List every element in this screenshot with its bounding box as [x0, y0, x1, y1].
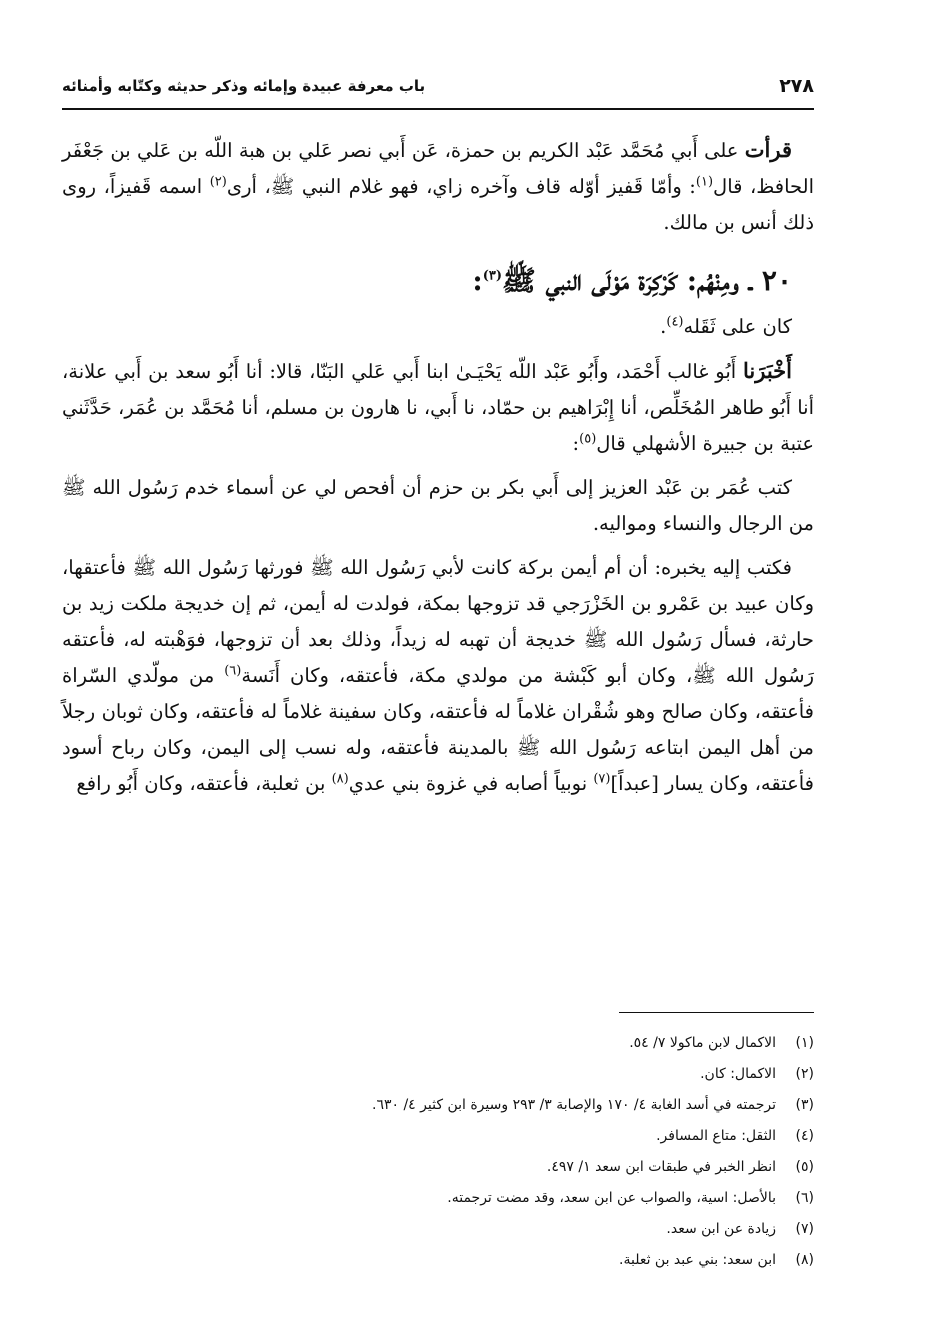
footnote-text: الثقل: متاع المسافر. — [656, 1128, 776, 1144]
footnote-ref: (١) — [695, 174, 714, 190]
paragraph-text: على أَبي مُحَمَّد عَبْد الكريم بن حمزة، عَن أَبي نصر عَلي بن هبة اللّه بن عَلي بن جَعْفَر الحافظ، قال — [62, 139, 815, 198]
section-heading-text: ٢٠ ـ ومِنْهُم: كَرْكِرَة مَوْلَى النبي ﷺ — [502, 264, 792, 297]
section-heading-tail: : — [472, 264, 483, 297]
footnote-number: (٧) — [795, 1221, 814, 1237]
footnote-number: (٣) — [795, 1097, 814, 1113]
footnote-item — [62, 1059, 814, 1090]
main-text — [62, 132, 814, 810]
footnote-ref: (٨) — [331, 771, 349, 787]
footnote-number: (٢) — [795, 1066, 814, 1082]
paragraph-text: من مولّدي السّراة فأعتقه، وكان صالح وهو شُقْران غلاماً له فأعتقه، وكان سفينة غلاماً له فأعتقه، وكان ثوبان رجلاً من أهل اليمن ابتاعه رَسُول الله ﷺ بالمدينة فأعتقه، وله نسب إلى اليمن، وكان رباح أسود فأعتقه، وكان يسار [عبداً] — [62, 664, 814, 795]
footnote-item — [62, 1028, 814, 1059]
footnote-number: (١) — [795, 1035, 814, 1051]
page-number: ٢٧٨ — [779, 75, 814, 97]
footnote-number: (٤) — [795, 1128, 814, 1144]
footnote-item — [62, 1121, 814, 1152]
footnote-item — [62, 1245, 814, 1276]
paragraph-lead-word: أَخْبَرَنا — [743, 358, 792, 383]
running-head: باب معرفة عبيدة وإمائه وذكر حديثه وكتّابه وأمنائه — [62, 77, 426, 95]
paragraph-text: أَبُو غالب أَحْمَد، وأَبُو عَبْد اللّه يَحْيَـىٰ ابنا أَبي عَلي البَنّا، قالا: أنا أَبُو سعد بن أَبي علانة، أنا أَبُو طاهر المُخَلِّص، أنا إِبْرَاهيم بن حمّاد، نا أَبي، نا هارون بن مسلم، أنا مُحَمَّد بن عُمَر، حَدَّثَني عتبة بن جبيرة الأشهلي قال — [62, 360, 814, 455]
footnote-item — [62, 1214, 814, 1245]
footnote-text: الاكمال: كان. — [700, 1066, 776, 1082]
paragraph-lead-word: قرأت — [744, 137, 792, 162]
footnote-separator — [619, 1012, 814, 1013]
header-rule — [62, 108, 814, 110]
footnote-ref: (٧) — [593, 771, 611, 787]
footnote-text: زيادة عن ابن سعد. — [666, 1221, 776, 1237]
footnote-item — [62, 1183, 814, 1214]
paragraph-text: : وأمّا قَفيز أوّله قاف وآخره زاي، فهو غلام النبي ﷺ، أرى — [226, 175, 696, 198]
paragraph-5 — [62, 550, 814, 802]
footnote-ref: (٤) — [666, 314, 684, 330]
paragraph-4: كتب عُمَر بن عَبْد العزيز إلى أَبي بكر بن حزم أن أفحص لي عن أسماء خدم رَسُول الله ﷺ من الرجال والنساء ومواليه. — [62, 476, 814, 535]
footnote-number: (٦) — [795, 1190, 814, 1206]
paragraph-text: فكتب إليه يخبره: أن أم أيمن بركة كانت لأبي رَسُول الله ﷺ فورثها رَسُول الله ﷺ فأعتقها، وكان عبيد بن عَمْرو بن الخَزْرَجي قد تزوجها بمكة، فولدت له أيمن، ثم إن خديجة ملكت زيد بن حارثة، فسأل رَسُول الله ﷺ خديجة أن تهبه له زيداً، وذلك بعد أن تزوجها، فوَهْبته له، فأعتقه رَسُول الله ﷺ، وكان أبو كَبْشة من مولدي مكة، فأعتقه، وكان أَنَسة — [62, 556, 814, 687]
footnote-text: ابن سعد: بني عبد بن ثعلبة. — [619, 1252, 776, 1268]
footnotes-list — [62, 1028, 814, 1276]
paragraph-3 — [62, 353, 814, 462]
paragraph-text: : — [572, 432, 580, 455]
paragraph-text: . — [660, 315, 667, 338]
footnote-item — [62, 1152, 814, 1183]
footnote-text: انظر الخبر في طبقات ابن سعد ١/ ٤٩٧. — [546, 1159, 776, 1175]
footnote-ref: (٦) — [224, 663, 242, 679]
paragraph-1 — [62, 132, 814, 241]
footnote-text: بالأصل: اسية، والصواب عن ابن سعد، وقد مضت ترجمته. — [447, 1190, 776, 1206]
footnote-ref: (٥) — [579, 431, 597, 447]
page-header — [62, 66, 814, 106]
footnote-text: الاكمال لابن ماكولا ٧/ ٥٤. — [629, 1035, 776, 1051]
footnote-number: (٨) — [795, 1252, 814, 1268]
paragraph-text: اسمه قَفيزاً، روى ذلك أنس بن مالك. — [62, 175, 814, 234]
footnote-ref: (٣) — [482, 268, 503, 284]
paragraph-text: كان على ثَقَله — [683, 315, 792, 338]
paragraph-text: بن ثعلبة، فأعتقه، وكان أَبُو رافع — [76, 772, 332, 795]
footnote-text: ترجمته في أسد الغابة ٤/ ١٧٠ والإصابة ٣/ ٢٩٣ وسيرة ابن كثير ٤/ ٦٣٠. — [371, 1097, 776, 1113]
paragraph-2 — [62, 309, 814, 345]
footnote-item — [62, 1090, 814, 1121]
paragraph-text: نوبياً أصابه في غزوة بني عدي — [348, 772, 594, 795]
section-heading — [62, 257, 814, 305]
footnote-number: (٥) — [795, 1159, 814, 1175]
footnote-ref: (٢) — [209, 174, 227, 190]
